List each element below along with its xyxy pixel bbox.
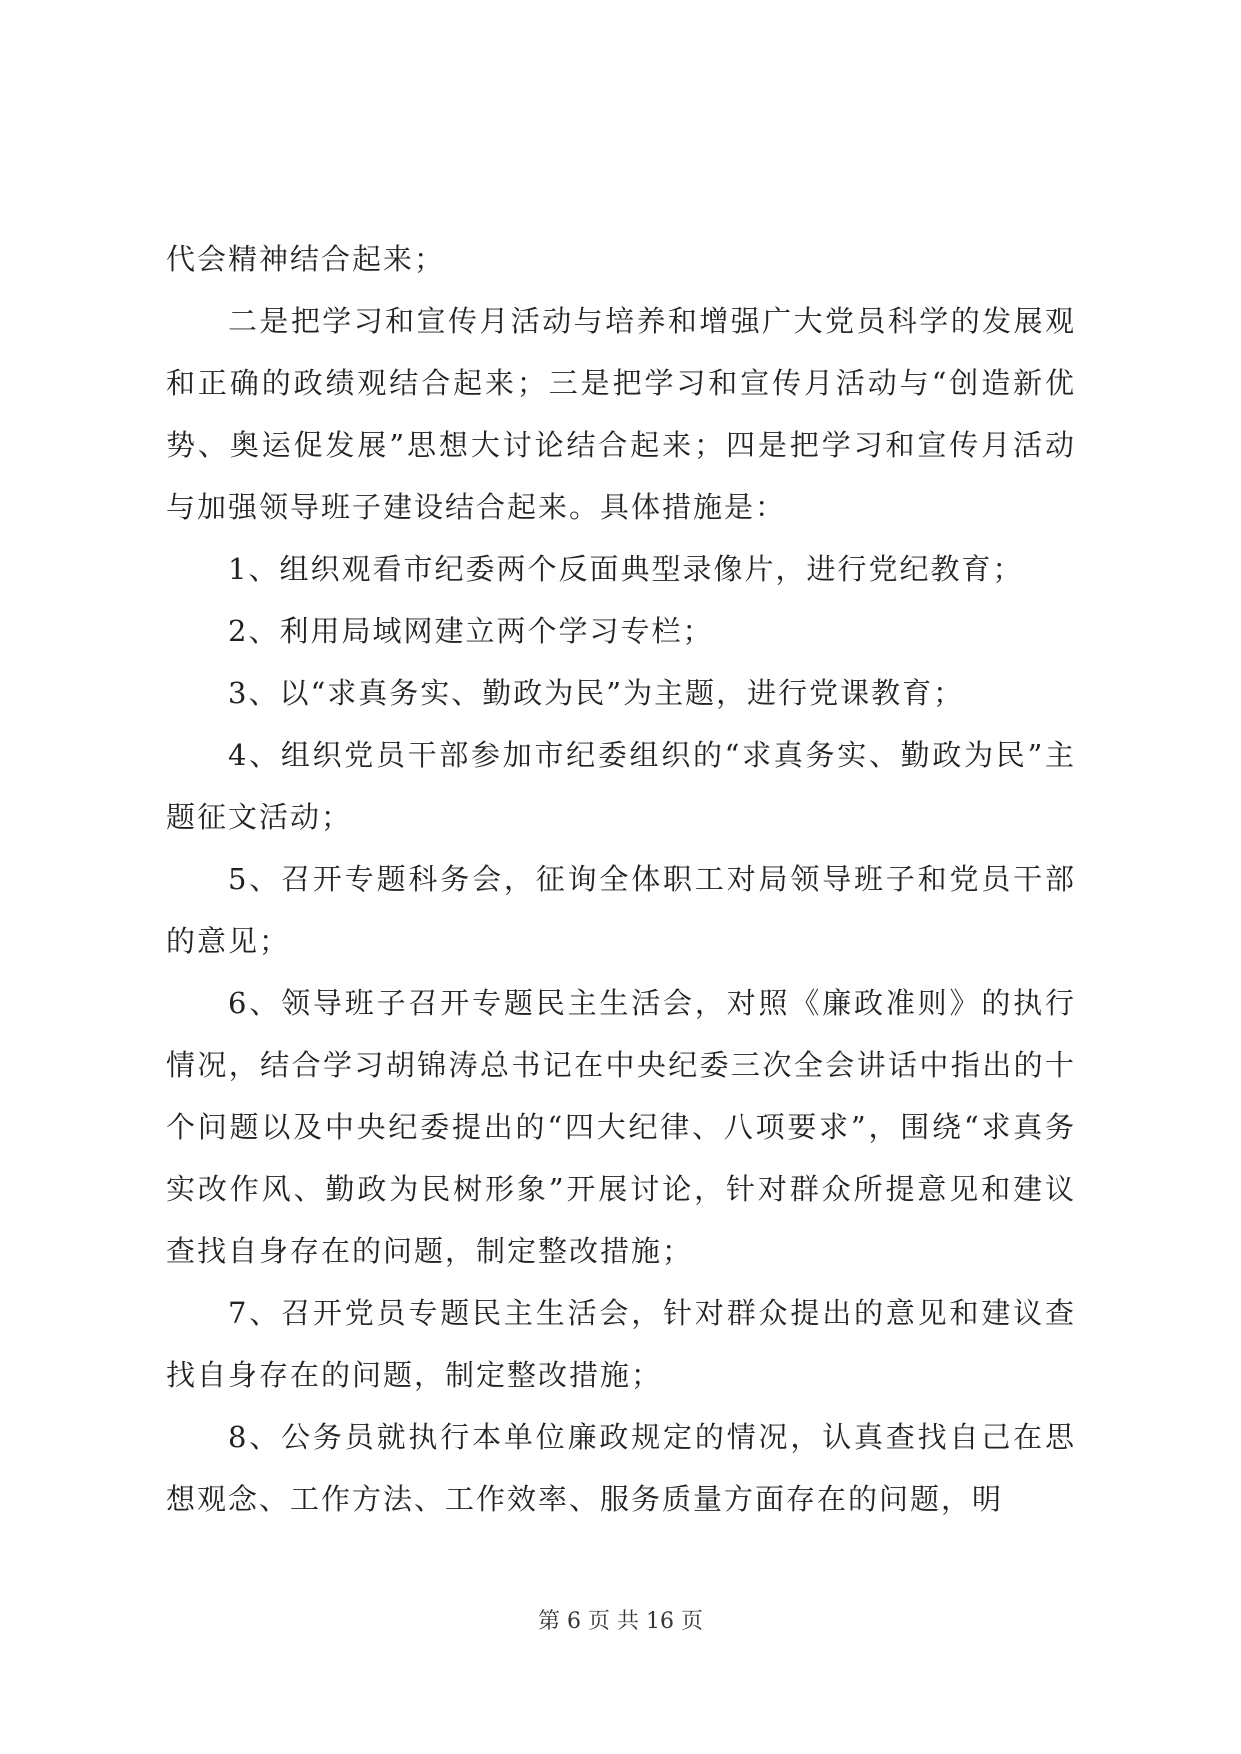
page-footer	[0, 1607, 1241, 1637]
paragraph-7: 6、领导班子召开专题民主生活会，对照《廉政准则》的执行情况，结合学习胡锦涛总书记在中央纪委三次全会讲话中指出的十个问题以及中央纪委提出的“四大纪律、八项要求”，围绕“求真务实改作风、勤政为民树形象”开展讨论，针对群众所提意见和建议查找自身存在的问题，制定整改措施；	[166, 986, 1076, 1268]
paragraph-8: 7、召开党员专题民主生活会，针对群众提出的意见和建议查找自身存在的问题，制定整改措施；	[166, 1296, 1076, 1392]
document-body	[166, 228, 1076, 1530]
paragraph-5: 4、组织党员干部参加市纪委组织的“求真务实、勤政为民”主题征文活动；	[166, 738, 1076, 834]
paragraph-6: 5、召开专题科务会，征询全体职工对局领导班子和党员干部的意见；	[166, 862, 1076, 958]
paragraph-3: 2、利用局域网建立两个学习专栏；	[228, 614, 714, 648]
page-number-label: 第 6 页 共 16 页	[538, 1609, 703, 1634]
paragraph-1: 二是把学习和宣传月活动与培养和增强广大党员科学的发展观和正确的政绩观结合起来；三是把学习和宣传月活动与“创造新优势、奥运促发展”思想大讨论结合起来；四是把学习和宣传月活动与加强领导班子建设结合起来。具体措施是：	[166, 304, 1076, 524]
paragraph-9: 8、公务员就执行本单位廉政规定的情况，认真查找自己在思想观念、工作方法、工作效率、服务质量方面存在的问题，明	[166, 1420, 1076, 1516]
paragraph-4: 3、以“求真务实、勤政为民”为主题，进行党课教育；	[228, 676, 965, 710]
paragraph-0: 代会精神结合起来；	[166, 242, 446, 276]
paragraph-2: 1、组织观看市纪委两个反面典型录像片，进行党纪教育；	[228, 552, 1024, 586]
